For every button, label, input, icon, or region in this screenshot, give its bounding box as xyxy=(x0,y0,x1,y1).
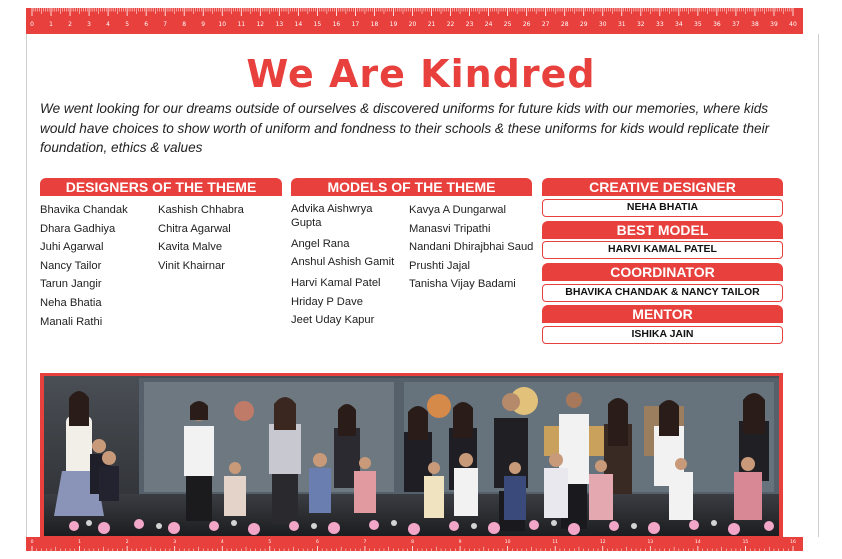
ruler-label: 0 xyxy=(30,21,34,28)
ruler-label: 24 xyxy=(484,21,493,28)
ruler-label: 38 xyxy=(751,21,759,28)
ruler-label: 25 xyxy=(503,21,512,28)
ruler-top-ticks xyxy=(26,8,803,34)
name-item: Tarun Jangir xyxy=(40,278,102,291)
ruler-label: 16 xyxy=(332,21,341,28)
name-item: Advika Aishwrya Gupta xyxy=(291,203,373,229)
ruler-label: 14 xyxy=(695,540,701,545)
ruler-label: 10 xyxy=(218,21,227,28)
ruler-label: 6 xyxy=(144,21,149,28)
name-item: Juhi Agarwal xyxy=(40,241,104,254)
ruler-label: 36 xyxy=(713,21,721,28)
ruler-label: 6 xyxy=(315,540,319,545)
ruler-label: 12 xyxy=(256,21,265,28)
ruler-label: 26 xyxy=(522,21,531,28)
coordinator-header: COORDINATOR xyxy=(542,263,783,281)
ruler-label: 2 xyxy=(125,540,129,545)
name-item: Angel Rana xyxy=(291,238,350,250)
ruler-label: 12 xyxy=(599,540,606,545)
ruler-top xyxy=(26,8,803,34)
ruler-label: 2 xyxy=(68,21,72,28)
ruler-label: 8 xyxy=(182,21,187,28)
designers-list-1 xyxy=(40,201,128,331)
ruler-label: 20 xyxy=(408,21,417,28)
ruler-label: 5 xyxy=(268,540,272,545)
mentor-value: ISHIKA JAIN xyxy=(542,326,783,344)
designers-list-2 xyxy=(158,201,244,275)
name-item: Nancy Tailor xyxy=(40,259,102,272)
ruler-bottom xyxy=(26,537,803,551)
ruler-label: 31 xyxy=(617,21,626,28)
name-item: Kavya A Dungarwal xyxy=(409,204,507,216)
name-item: Harvi Kamal Patel xyxy=(291,277,381,290)
name-item: Chitra Agarwal xyxy=(158,222,231,235)
left-border-line xyxy=(26,34,27,537)
mentor-header: MENTOR xyxy=(542,305,783,323)
name-item: Jeet Uday Kapur xyxy=(291,314,375,327)
creative-designer-header: CREATIVE DESIGNER xyxy=(542,178,783,196)
name-item: Vinit Khairnar xyxy=(158,259,225,272)
group-photo-illustration xyxy=(44,376,779,536)
coordinator-value: BHAVIKA CHANDAK & NANCY TAILOR xyxy=(542,284,783,302)
ruler-label: 5 xyxy=(125,21,130,28)
ruler-label: 9 xyxy=(201,21,206,28)
ruler-label: 22 xyxy=(446,21,455,28)
ruler-label: 11 xyxy=(237,21,246,28)
ruler-label: 28 xyxy=(560,21,569,28)
ruler-label: 3 xyxy=(173,540,177,545)
ruler-label: 37 xyxy=(732,21,740,28)
ruler-label: 23 xyxy=(465,21,474,28)
best-model-header: BEST MODEL xyxy=(542,221,783,239)
best-model-value: HARVI KAMAL PATEL xyxy=(542,241,783,259)
ruler-label: 4 xyxy=(220,540,224,545)
ruler-label: 27 xyxy=(541,21,550,28)
ruler-label: 1 xyxy=(49,21,53,28)
name-item: Nandani Dhirajbhai Saud xyxy=(409,241,534,254)
name-item: Dhara Gadhiya xyxy=(40,222,116,235)
name-item: Bhavika Chandak xyxy=(40,204,128,216)
creative-designer-value: NEHA BHATIA xyxy=(542,199,783,217)
name-item: Prushti Jajal xyxy=(409,259,470,272)
name-item: Manali Rathi xyxy=(40,315,103,328)
ruler-label: 11 xyxy=(552,540,559,545)
ruler-label: 39 xyxy=(770,21,778,28)
ruler-label: 34 xyxy=(675,21,683,28)
ruler-label: 13 xyxy=(275,21,284,28)
group-photo xyxy=(44,376,779,536)
ruler-label: 16 xyxy=(790,540,796,545)
ruler-label: 35 xyxy=(694,21,702,28)
ruler-label: 1 xyxy=(78,540,81,545)
ruler-label: 19 xyxy=(389,21,398,28)
ruler-label: 32 xyxy=(636,21,645,28)
models-list-2 xyxy=(409,201,533,294)
name-item: Neha Bhatia xyxy=(40,296,102,309)
ruler-label: 14 xyxy=(294,21,303,28)
ruler-label: 17 xyxy=(351,21,360,28)
ruler-label: 0 xyxy=(30,540,34,545)
ruler-label: 18 xyxy=(370,21,379,28)
name-item: Manasvi Tripathi xyxy=(409,222,491,235)
ruler-label: 21 xyxy=(427,21,436,28)
ruler-label: 33 xyxy=(656,21,664,28)
models-header: MODELS OF THE THEME xyxy=(291,178,532,196)
models-list-1 xyxy=(291,201,401,330)
name-item: Kashish Chhabra xyxy=(158,204,244,216)
ruler-label: 10 xyxy=(504,540,511,545)
ruler-label: 29 xyxy=(579,21,588,28)
ruler-label: 40 xyxy=(789,21,797,28)
ruler-label: 30 xyxy=(598,21,607,28)
ruler-label: 7 xyxy=(363,540,367,545)
name-item: Kavita Malve xyxy=(158,241,223,254)
ruler-label: 4 xyxy=(106,21,111,28)
ruler-label: 8 xyxy=(411,540,414,545)
name-item: Hriday P Dave xyxy=(291,295,363,308)
designers-header: DESIGNERS OF THE THEME xyxy=(40,178,282,196)
ruler-label: 7 xyxy=(163,21,168,28)
ruler-bottom-ticks xyxy=(26,537,803,551)
intro-paragraph: We went looking for our dreams outside of ourselves & discovered uniforms for future kids with our memories, where kids would have choices to show worth of uniform and fondness to their schools & these uniforms for kids would replicate their foundation, ethics & values xyxy=(40,101,770,155)
ruler-label: 9 xyxy=(458,540,462,545)
page-title: We Are Kindred xyxy=(246,52,596,96)
right-border-line xyxy=(818,34,819,537)
ruler-label: 15 xyxy=(742,540,749,545)
name-item: Tanisha Vijay Badami xyxy=(409,278,516,291)
name-item: Anshul Ashish Gamit xyxy=(291,255,395,268)
ruler-label: 3 xyxy=(87,21,91,28)
ruler-label: 13 xyxy=(647,540,654,545)
ruler-label: 15 xyxy=(313,21,322,28)
